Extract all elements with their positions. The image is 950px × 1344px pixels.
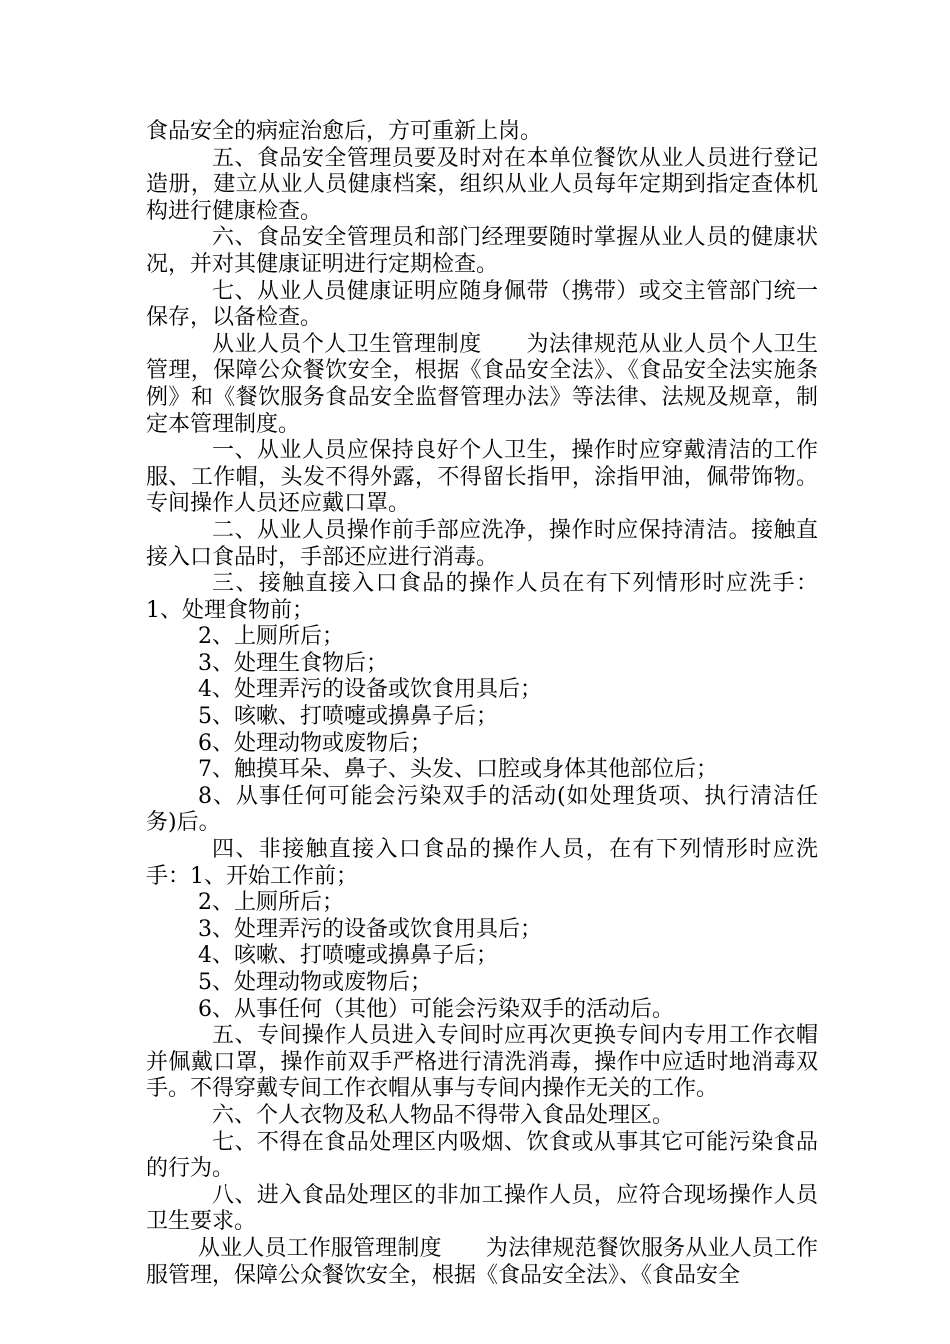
paragraph: 八、进入食品处理区的非加工操作人员，应符合现场操作人员卫生要求。 — [146, 1182, 818, 1235]
paragraph: 六、食品安全管理员和部门经理要随时掌握从业人员的健康状况，并对其健康证明进行定期检查。 — [146, 225, 818, 277]
paragraph: 七、从业人员健康证明应随身佩带（携带）或交主管部门统一保存，以备检查。 — [146, 278, 818, 331]
paragraph: 从业人员工作服管理制度 为法律规范餐饮服务从业人员工作服管理，保障公众餐饮安全，根据《食品安全法》、《食品安全 — [146, 1235, 818, 1288]
paragraph: 5、咳嗽、打喷嚏或擤鼻子后； — [198, 704, 498, 730]
document-body — [146, 119, 818, 1289]
paragraph: 五、食品安全管理员要及时对在本单位餐饮从业人员进行登记造册，建立从业人员健康档案，组织从业人员每年定期到指定查体机构进行健康检查。 — [146, 145, 818, 224]
paragraph: 食品安全的病症治愈后，方可重新上岗。 — [146, 119, 543, 144]
paragraph: 四、非接触直接入口食品的操作人员，在有下列情形时应洗手：1、开始工作前； — [146, 837, 818, 889]
paragraph: 2、上厕所后； — [198, 624, 344, 650]
paragraph: 从业人员个人卫生管理制度 为法律规范从业人员个人卫生管理，保障公众餐饮安全，根据《食品安全法》、《食品安全法实施条例》和《餐饮服务食品安全监督管理办法》等法律、法规及规章，制定本管理制度。 — [146, 331, 818, 437]
paragraph: 六、个人衣物及私人物品不得带入食品处理区。 — [212, 1102, 675, 1128]
paragraph: 3、处理生食物后； — [198, 650, 388, 676]
paragraph: 4、咳嗽、打喷嚏或擤鼻子后； — [198, 943, 498, 969]
paragraph: 五、专间操作人员进入专间时应再次更换专间内专用工作衣帽并佩戴口罩，操作前双手严格进行清洗消毒，操作中应适时地消毒双手。不得穿戴专间工作衣帽从事与专间内操作无关的工作。 — [146, 1023, 818, 1102]
paragraph: 2、上厕所后； — [198, 890, 344, 916]
paragraph: 7、触摸耳朵、鼻子、头发、口腔或身体其他部位后； — [198, 757, 718, 783]
paragraph: 三、接触直接入口食品的操作人员在有下列情形时应洗手：1、处理食物前； — [146, 571, 818, 623]
paragraph: 4、处理弄污的设备或饮食用具后； — [198, 677, 542, 703]
paragraph: 二、从业人员操作前手部应洗净，操作时应保持清洁。接触直接入口食品时，手部还应进行消毒。 — [146, 517, 818, 570]
paragraph: 5、处理动物或废物后； — [198, 970, 432, 995]
paragraph: 8、从事任何可能会污染双手的活动(如处理货项、执行清洁任务)后。 — [146, 783, 818, 836]
paragraph: 七、不得在食品处理区内吸烟、饮食或从事其它可能污染食品的行为。 — [146, 1129, 818, 1182]
paragraph: 6、从事任何（其他）可能会污染双手的活动后。 — [198, 996, 674, 1022]
paragraph: 3、处理弄污的设备或饮食用具后； — [198, 916, 542, 942]
paragraph: 一、从业人员应保持良好个人卫生，操作时应穿戴清洁的工作服、工作帽，头发不得外露，不得留长指甲，涂指甲油，佩带饰物。专间操作人员还应戴口罩。 — [146, 438, 818, 517]
paragraph: 6、处理动物或废物后； — [198, 730, 432, 756]
